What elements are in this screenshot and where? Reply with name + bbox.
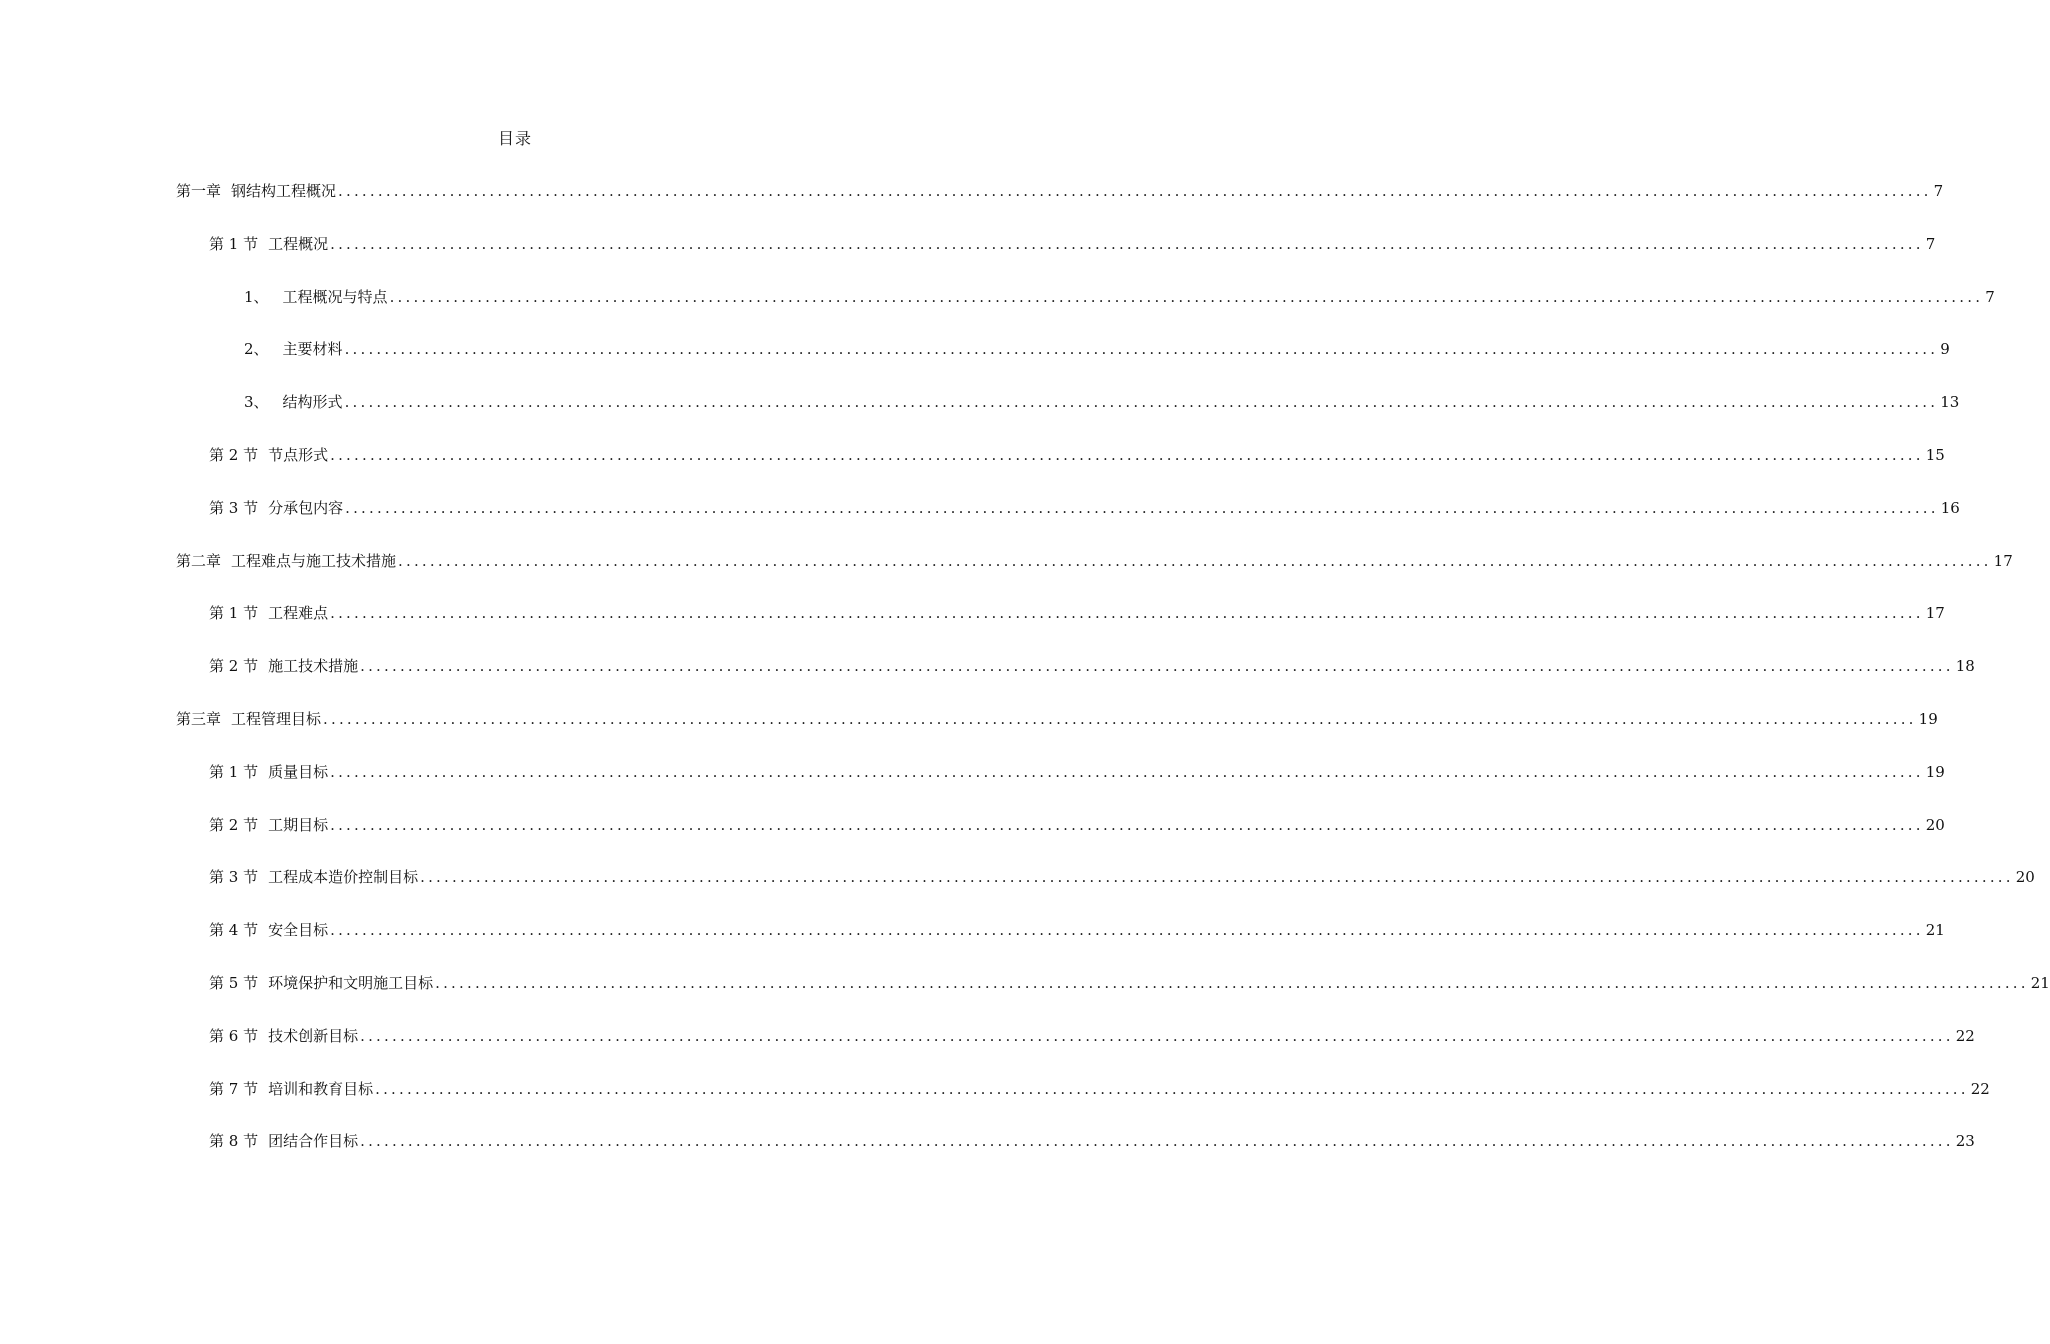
- toc-entry-number: 1、: [244, 287, 269, 306]
- toc-entry-title: 工程难点与施工技术措施: [231, 551, 397, 570]
- toc-entry-label: [209, 1130, 358, 1151]
- toc-entry-number: 第 2 节: [209, 657, 259, 676]
- toc-entry-title: 工程概况与特点: [282, 287, 388, 306]
- toc-entry-label: [176, 180, 336, 201]
- toc-entry[interactable]: [209, 814, 1945, 838]
- dot-leader: ........................................................................................................................................................................................................: [398, 551, 1992, 570]
- toc-entry-page: 17: [1925, 604, 1945, 623]
- toc-entry-label: [209, 814, 328, 835]
- toc-entry-title: 环境保护和文明施工目标: [268, 974, 434, 992]
- toc-entry-page: 7: [1933, 182, 1944, 200]
- toc-entry-title: 施工技术措施: [268, 657, 359, 676]
- toc-entry-title: 钢结构工程概况: [231, 182, 337, 200]
- toc-entry-page: 20: [2015, 868, 2035, 887]
- toc-entry-title: 分承包内容: [268, 498, 344, 517]
- toc-entry-label: [244, 391, 343, 412]
- toc-entry[interactable]: [209, 444, 1945, 468]
- toc-entry-title: 工程管理目标: [231, 710, 322, 728]
- dot-leader: ........................................................................................................................................................................................................: [330, 604, 1924, 623]
- toc-entry-title: 主要材料: [282, 340, 343, 359]
- dot-leader: ........................................................................................................................................................................................................: [344, 340, 1939, 359]
- toc-entry-number: 第 2 节: [209, 815, 259, 834]
- dot-leader: ........................................................................................................................................................................................................: [435, 974, 2029, 992]
- dot-leader: ........................................................................................................................................................................................................: [360, 657, 1954, 676]
- toc-entry-number: 第 3 节: [209, 868, 259, 887]
- dot-leader: ........................................................................................................................................................................................................: [360, 1026, 1954, 1045]
- toc-entry-label: [209, 497, 343, 518]
- toc-entry[interactable]: [209, 1130, 1975, 1154]
- toc-entry-page: 22: [1970, 1079, 1990, 1098]
- toc-entry[interactable]: [176, 550, 2013, 574]
- toc-entry-number: 第三章: [176, 710, 222, 728]
- toc-entry-number: 第 1 节: [209, 234, 259, 253]
- toc-entry-label: [209, 866, 418, 887]
- toc-entry-title: 质量目标: [268, 762, 329, 781]
- toc-entry[interactable]: [209, 761, 1945, 785]
- toc-entry-label: [209, 919, 328, 940]
- toc-entry[interactable]: [209, 919, 1945, 943]
- toc-entry[interactable]: [209, 602, 1945, 626]
- dot-leader: ........................................................................................................................................................................................................: [330, 762, 1924, 781]
- toc-entry-page: 16: [1940, 498, 1960, 517]
- toc-entry-label: [176, 550, 396, 571]
- toc-entry-label: [176, 708, 321, 729]
- toc-entry-label: [244, 338, 343, 359]
- toc-entry[interactable]: [244, 286, 1995, 310]
- toc-title: 目录: [497, 129, 532, 148]
- toc-entry-number: 第 2 节: [209, 446, 259, 464]
- dot-leader: ........................................................................................................................................................................................................: [330, 446, 1924, 464]
- toc-entry-title: 工程难点: [268, 604, 329, 623]
- dot-leader: ........................................................................................................................................................................................................: [344, 393, 1939, 412]
- toc-entry-label: [244, 286, 388, 307]
- toc-entry-number: 3、: [244, 393, 269, 412]
- toc-entry-page: 19: [1925, 762, 1945, 781]
- toc-entry[interactable]: [176, 180, 1944, 204]
- toc-entry-number: 第 1 节: [209, 604, 259, 623]
- toc-entry-page: 23: [1955, 1132, 1975, 1151]
- toc-entry[interactable]: [209, 655, 1975, 679]
- toc-entry-page: 15: [1925, 446, 1945, 464]
- dot-leader: ........................................................................................................................................................................................................: [338, 182, 1932, 200]
- toc-entry-label: [209, 444, 328, 465]
- toc-entry-number: 第 1 节: [209, 762, 259, 781]
- toc-entry[interactable]: [209, 972, 2050, 996]
- toc-entry[interactable]: [176, 708, 1938, 732]
- toc-entry-label: [209, 972, 433, 993]
- toc-entry-page: 21: [1925, 921, 1945, 940]
- toc-entry-page: 18: [1955, 657, 1975, 676]
- dot-leader: ........................................................................................................................................................................................................: [389, 287, 1984, 306]
- dot-leader: ........................................................................................................................................................................................................: [375, 1079, 1969, 1098]
- toc-entry-number: 第 5 节: [209, 974, 259, 992]
- dot-leader: ........................................................................................................................................................................................................: [323, 710, 1917, 728]
- toc-entry-number: 2、: [244, 340, 269, 359]
- dot-leader: ........................................................................................................................................................................................................: [330, 234, 1924, 253]
- dot-leader: ........................................................................................................................................................................................................: [345, 498, 1939, 517]
- toc-entry-number: 第 6 节: [209, 1026, 259, 1045]
- toc-entry[interactable]: [209, 233, 1936, 257]
- toc-entry-number: 第 4 节: [209, 921, 259, 940]
- toc-entry-title: 工程概况: [268, 234, 329, 253]
- toc-entry[interactable]: [244, 391, 1960, 415]
- toc-entry[interactable]: [209, 497, 1960, 521]
- toc-entry-label: [209, 761, 328, 782]
- toc-entry[interactable]: [209, 1078, 1990, 1102]
- toc-entry-page: 13: [1940, 393, 1960, 412]
- toc-entry-label: [209, 655, 358, 676]
- toc-entry-label: [209, 602, 328, 623]
- dot-leader: ........................................................................................................................................................................................................: [360, 1132, 1954, 1151]
- toc-entry-number: 第 7 节: [209, 1079, 259, 1098]
- toc-entry-title: 工期目标: [268, 815, 329, 834]
- toc-entry[interactable]: [209, 866, 2035, 890]
- toc-entry-number: 第 3 节: [209, 498, 259, 517]
- toc-entry-label: [209, 1078, 373, 1099]
- toc-entry-title: 团结合作目标: [268, 1132, 359, 1151]
- toc-entry-page: 21: [2030, 974, 2050, 992]
- toc-entry-title: 技术创新目标: [268, 1026, 359, 1045]
- toc-entry-page: 9: [1940, 340, 1950, 359]
- toc-entry-title: 节点形式: [268, 446, 329, 464]
- toc-entry-page: 7: [1985, 287, 1995, 306]
- toc-entry-title: 培训和教育目标: [268, 1079, 374, 1098]
- toc-entry[interactable]: [209, 1025, 1975, 1049]
- toc-entry-title: 结构形式: [282, 393, 343, 412]
- toc-entry-number: 第一章: [176, 182, 222, 200]
- dot-leader: ........................................................................................................................................................................................................: [420, 868, 2014, 887]
- toc-entry-number: 第 8 节: [209, 1132, 259, 1151]
- toc-entry-label: [209, 233, 328, 254]
- toc-entry-page: 22: [1955, 1026, 1975, 1045]
- toc-entry-title: 安全目标: [268, 921, 329, 940]
- toc-entry-page: 19: [1918, 710, 1938, 728]
- dot-leader: ........................................................................................................................................................................................................: [330, 921, 1924, 940]
- dot-leader: ........................................................................................................................................................................................................: [330, 815, 1924, 834]
- toc-entry-label: [209, 1025, 358, 1046]
- toc-entry-page: 20: [1925, 815, 1945, 834]
- toc-entry-page: 17: [1993, 551, 2013, 570]
- toc-entry-number: 第二章: [176, 551, 222, 570]
- toc-entry-page: 7: [1925, 234, 1936, 253]
- toc-entry-title: 工程成本造价控制目标: [268, 868, 419, 887]
- toc-entry[interactable]: [244, 338, 1950, 362]
